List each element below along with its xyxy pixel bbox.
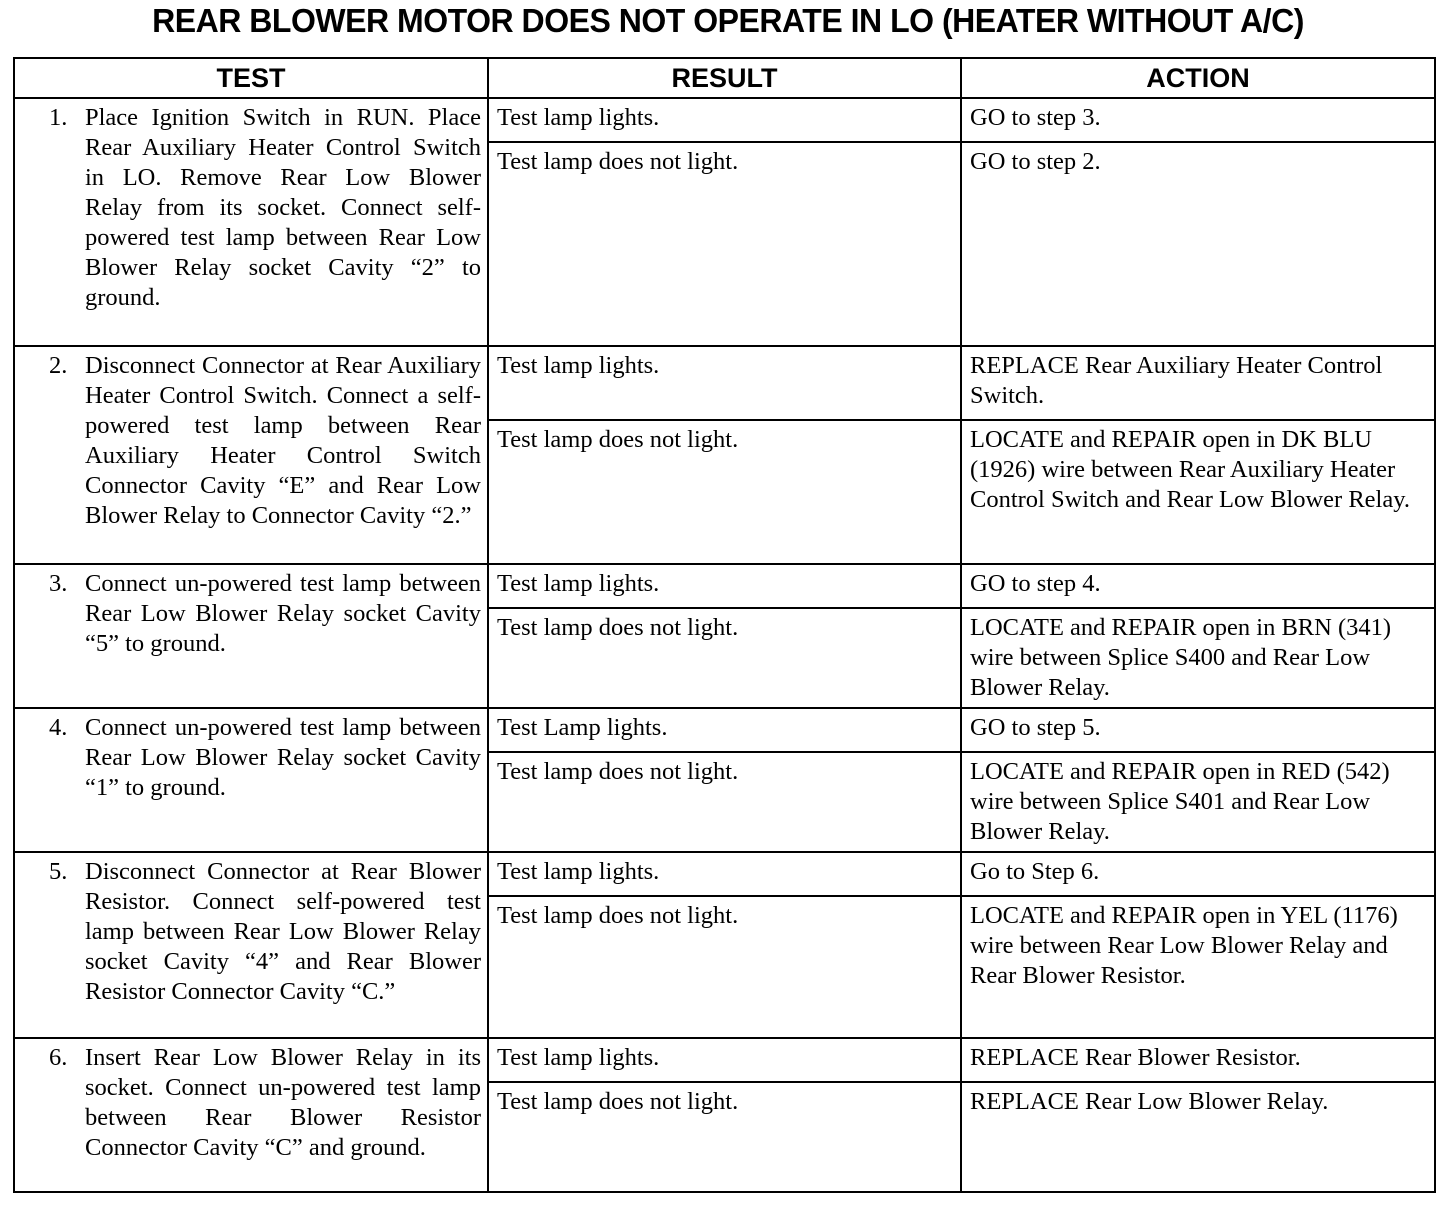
step-number: 2. — [49, 352, 68, 379]
test-cell-2 — [14, 346, 488, 564]
action-cell: REPLACE Rear Auxiliary Heater Control Switch. — [961, 346, 1435, 420]
result-cell: Test lamp does not light. — [488, 1082, 961, 1192]
action-cell: GO to step 4. — [961, 564, 1435, 608]
table-row — [14, 98, 1435, 142]
test-cell-6 — [14, 1038, 488, 1192]
result-cell: Test lamp does not light. — [488, 608, 961, 708]
result-cell: Test lamp does not light. — [488, 142, 961, 346]
diagnostic-table — [13, 57, 1436, 1193]
result-cell: Test lamp does not light. — [488, 896, 961, 1038]
step-number: 6. — [49, 1044, 68, 1071]
header-action: ACTION — [961, 58, 1435, 98]
action-cell: LOCATE and REPAIR open in RED (542) wire between Splice S401 and Rear Low Blower Relay. — [961, 752, 1435, 852]
result-cell: Test lamp lights. — [488, 852, 961, 896]
table-row — [14, 346, 1435, 420]
step-text: Disconnect Connector at Rear Auxiliary Heater Control Switch. Connect a self- powered test lamp between Rear Auxiliary Heater Control Switch Connector Cavity “E” and Rear Low Blower Relay to Connector Cavity “2.” — [85, 352, 481, 529]
test-cell-3 — [14, 564, 488, 708]
page-title: REAR BLOWER MOTOR DOES NOT OPERATE IN LO (HEATER WITHOUT A/C) — [152, 2, 1304, 39]
action-cell: Go to Step 6. — [961, 852, 1435, 896]
step-text: Place Ignition Switch in RUN. Place Rear Auxiliary Heater Control Switch in LO. Remove Rear Low Blower Relay from its socket. Connect self-powered test lamp between Rear Low Blower Relay socket Cavity “2” to ground. — [85, 104, 481, 311]
table-row — [14, 564, 1435, 608]
header-test: TEST — [14, 58, 488, 98]
step-number: 5. — [49, 858, 68, 885]
step-text: Disconnect Connector at Rear Blower Resistor. Connect self-powered test lamp between Rear Low Blower Relay socket Cavity “4” and Rear Blower Resistor Connector Cavity “C.” — [85, 858, 481, 1005]
step-text: Insert Rear Low Blower Relay in its socket. Connect un-powered test lamp between Rear Blower Resistor Connector Cavity “C” and ground. — [85, 1044, 481, 1161]
table-row — [14, 1038, 1435, 1082]
action-cell: GO to step 5. — [961, 708, 1435, 752]
result-cell: Test lamp lights. — [488, 1038, 961, 1082]
action-cell: REPLACE Rear Blower Resistor. — [961, 1038, 1435, 1082]
table-row — [14, 708, 1435, 752]
step-number: 3. — [49, 570, 68, 597]
header-result: RESULT — [488, 58, 961, 98]
action-cell: REPLACE Rear Low Blower Relay. — [961, 1082, 1435, 1192]
action-cell: GO to step 3. — [961, 98, 1435, 142]
step-number: 1. — [49, 104, 68, 131]
action-cell: LOCATE and REPAIR open in BRN (341) wire between Splice S400 and Rear Low Blower Relay. — [961, 608, 1435, 708]
test-cell-5 — [14, 852, 488, 1038]
result-cell: Test lamp lights. — [488, 98, 961, 142]
step-text: Connect un-powered test lamp between Rear Low Blower Relay socket Cavity “1” to ground. — [85, 714, 481, 801]
action-cell: LOCATE and REPAIR open in YEL (1176) wire between Rear Low Blower Relay and Rear Blower Resistor. — [961, 896, 1435, 1038]
header-row — [14, 58, 1435, 98]
result-cell: Test lamp lights. — [488, 564, 961, 608]
step-text: Connect un-powered test lamp between Rear Low Blower Relay socket Cavity “5” to ground. — [85, 570, 481, 657]
test-cell-1 — [14, 98, 488, 346]
result-cell: Test lamp lights. — [488, 346, 961, 420]
action-cell: LOCATE and REPAIR open in DK BLU (1926) wire between Rear Auxiliary Heater Control Switch and Rear Low Blower Relay. — [961, 420, 1435, 564]
action-cell: GO to step 2. — [961, 142, 1435, 346]
result-cell: Test lamp does not light. — [488, 752, 961, 852]
table-row — [14, 852, 1435, 896]
test-cell-4 — [14, 708, 488, 852]
result-cell: Test lamp does not light. — [488, 420, 961, 564]
step-number: 4. — [49, 714, 68, 741]
result-cell: Test Lamp lights. — [488, 708, 961, 752]
